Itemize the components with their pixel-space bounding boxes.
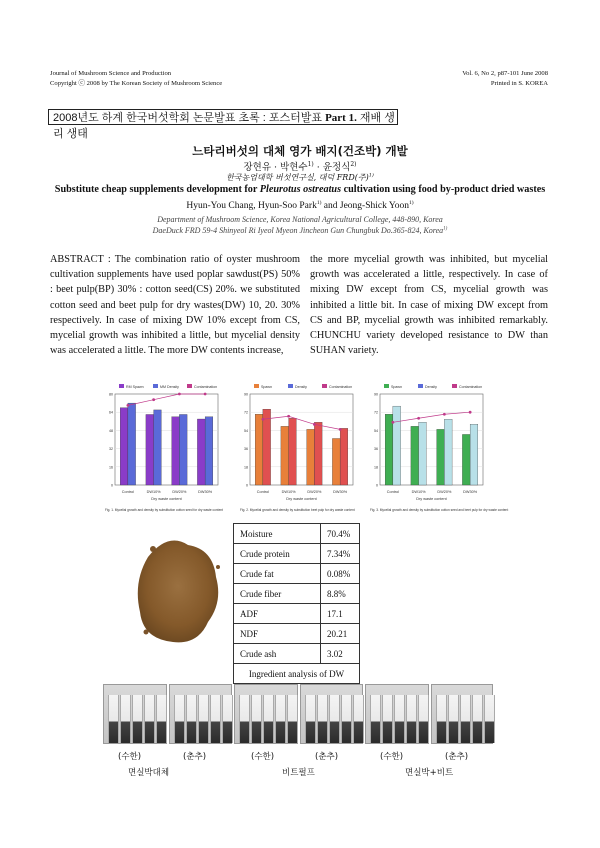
bar-series1 (146, 414, 154, 485)
ingredient-row (234, 584, 360, 604)
photo-tubes-4 (300, 684, 363, 744)
point-contamination (126, 404, 129, 407)
legend-swatch (153, 384, 158, 388)
abstract-right-column: the more mycelial growth was inhibited, but mycelial growth was accelerated a little, respectively. In case of mixing DW except from CS, mycelial growth was inhibited a little bit. In case of mixing DW except from CS and BP, mycelial growth was inhibited remarkably. CHUNCHU variety developed resistance to DW than SUHAN variety. (310, 254, 548, 357)
point-contamination (178, 393, 181, 396)
point-contamination (339, 428, 342, 431)
dry-waste-powder-image (128, 527, 228, 655)
x-tick-label: DW20% (172, 490, 187, 494)
bar-series2 (128, 403, 136, 485)
photo-tubes-1 (103, 684, 167, 744)
x-tick-label: DW30% (463, 490, 478, 494)
title-korean: 느타리버섯의 대체 영가 배지(건조박) 개발 (192, 144, 408, 158)
bar-series1 (172, 417, 180, 485)
x-tick-label: DW20% (307, 490, 322, 494)
culture-tube (120, 695, 131, 743)
photo-sublabel: (수한) (118, 752, 142, 762)
bar-series1 (307, 429, 315, 485)
x-tick-label: DW10% (281, 490, 296, 494)
culture-tube (406, 695, 417, 743)
ingredient-value: 3.02 (321, 644, 360, 664)
y-tick-label: 36 (374, 447, 378, 452)
y-tick-label: 54 (374, 428, 378, 433)
x-tick-label: Control (386, 490, 399, 494)
legend-swatch (119, 384, 124, 388)
ingredient-value: 7.34% (321, 544, 360, 564)
ingredient-name: Crude fat (234, 564, 321, 584)
culture-tube (287, 695, 298, 743)
x-tick-label: DW20% (437, 490, 452, 494)
legend-label: Spawn (391, 385, 402, 389)
culture-tube (472, 695, 483, 743)
point-contamination (391, 421, 394, 424)
culture-tube (484, 695, 495, 743)
figure-caption: Fig. 1. Mycelial growth and density by substitution cotton seed for dry waste content (105, 508, 223, 512)
ingredient-name: Crude ash (234, 644, 321, 664)
section-box (48, 109, 398, 140)
legend-swatch (452, 384, 457, 388)
legend-swatch (418, 384, 423, 388)
photo-tubes-5 (365, 684, 429, 744)
copyright-line: Copyright ⓒ 2008 by The Korean Society of Mushroom Science (50, 80, 223, 87)
ingredient-value: 0.08% (321, 564, 360, 584)
legend-label: Contamination (459, 385, 483, 389)
volume-info: Vol. 6, No 2, p87-101 June 2008 (462, 70, 548, 77)
culture-tube (317, 695, 328, 743)
bar-series1 (281, 426, 289, 485)
figure-caption: Fig. 2. Mycelial growth and density by substitution beet pulp for dry waste content (240, 508, 355, 512)
culture-tube (353, 695, 364, 743)
photo-group-label: 면실박+비트 (405, 768, 454, 778)
authors-korean: 장현유 · 박현수$^{1)}$ · 윤정식$^{2)}$ (243, 160, 357, 173)
legend-label: Contamination (329, 385, 353, 389)
ingredient-value: 70.4% (321, 524, 360, 544)
culture-tube (382, 695, 393, 743)
bar-series1 (197, 419, 205, 485)
ingredient-table (233, 523, 360, 684)
y-tick-label: 64 (109, 410, 113, 415)
ingredient-name: Crude fiber (234, 584, 321, 604)
figure-caption: Fig. 3. Mycelial growth and density by substitution cotton seed and beet pulp for dry waste content (370, 508, 509, 512)
chart-fig1 (103, 380, 228, 515)
ingredient-row (234, 624, 360, 644)
ingredient-name: Moisture (234, 524, 321, 544)
x-tick-label: DW30% (333, 490, 348, 494)
culture-tube (210, 695, 221, 743)
legend-swatch (254, 384, 259, 388)
y-tick-label: 32 (109, 447, 113, 452)
photo-sublabel: (춘추) (315, 752, 339, 762)
culture-tube (305, 695, 316, 743)
bar-series2 (154, 410, 162, 485)
culture-tube (263, 695, 274, 743)
bar-series2 (419, 422, 427, 485)
culture-tube (275, 695, 286, 743)
legend-label: Density (295, 385, 307, 389)
bar-series1 (385, 414, 393, 485)
culture-tube (341, 695, 352, 743)
y-tick-label: 0 (376, 483, 378, 488)
culture-tube (329, 695, 340, 743)
culture-tube-photos (103, 684, 493, 744)
x-tick-label: Control (256, 490, 269, 494)
bar-series1 (411, 426, 419, 485)
printed-info: Printed in S. KOREA (490, 80, 548, 87)
bar-series2 (340, 428, 348, 485)
legend-swatch (288, 384, 293, 388)
point-contamination (204, 393, 207, 396)
photo-sublabel: (수한) (380, 752, 404, 762)
y-tick-label: 18 (244, 465, 248, 470)
photo-group-label: 비트펄프 (282, 768, 315, 778)
photo-tubes-2 (169, 684, 232, 744)
culture-tube (436, 695, 447, 743)
ingredient-row (234, 644, 360, 664)
legend-label: RM Spawn (126, 385, 144, 389)
ingredient-name: ADF (234, 604, 321, 624)
ingredient-row (234, 544, 360, 564)
y-tick-label: 90 (244, 392, 248, 397)
y-tick-label: 36 (244, 447, 248, 452)
y-tick-label: 16 (109, 465, 113, 470)
bar-series2 (179, 414, 187, 485)
point-contamination (417, 417, 420, 420)
legend-swatch (187, 384, 192, 388)
y-tick-label: 0 (246, 483, 248, 488)
culture-tube (370, 695, 381, 743)
ingredient-value: 8.8% (321, 584, 360, 604)
x-axis-label: Dry waste content (151, 497, 182, 501)
title-english: Substitute cheap supplements development for Pleurotus ostreatus cultivation using food by-product dried wastes (54, 184, 546, 195)
photo-tubes-3 (234, 684, 298, 744)
point-contamination (261, 418, 264, 421)
legend-swatch (384, 384, 389, 388)
point-contamination (313, 423, 316, 426)
x-axis-label: Dry waste content (286, 497, 317, 501)
journal-name: Journal of Mushroom Science and Production (50, 70, 172, 77)
legend-label: MM Density (160, 385, 179, 389)
bar-series1 (462, 434, 470, 485)
culture-tube (198, 695, 209, 743)
bar-series1 (332, 438, 340, 485)
culture-tube (108, 695, 119, 743)
bar-series1 (255, 414, 263, 485)
culture-tube (394, 695, 405, 743)
point-contamination (287, 415, 290, 418)
culture-tube (222, 695, 233, 743)
photo-group-label: 면실박대체 (128, 768, 170, 778)
bar-series1 (437, 429, 445, 485)
photo-sublabel: (춘추) (445, 752, 469, 762)
bar-series1 (120, 408, 128, 485)
photo-sublabel: (춘추) (183, 752, 207, 762)
y-tick-label: 72 (244, 410, 248, 415)
bar-series2 (444, 419, 452, 485)
bar-series2 (393, 406, 401, 485)
y-tick-label: 54 (244, 428, 248, 433)
y-tick-label: 18 (374, 465, 378, 470)
legend-label: Spawn (261, 385, 272, 389)
legend-swatch (322, 384, 327, 388)
bar-series2 (205, 417, 213, 485)
culture-tube (460, 695, 471, 743)
x-tick-label: DW30% (198, 490, 213, 494)
culture-tube (174, 695, 185, 743)
photo-tubes-6 (431, 684, 493, 744)
x-tick-label: DW10% (146, 490, 161, 494)
ingredient-row (234, 604, 360, 624)
legend-label: Contamination (194, 385, 218, 389)
culture-tube (156, 695, 167, 743)
y-tick-label: 90 (374, 392, 378, 397)
ingredient-value: 17.1 (321, 604, 360, 624)
culture-tube (144, 695, 155, 743)
culture-tube (418, 695, 429, 743)
abstract-left-column: ABSTRACT : The combination ratio of oyster mushroom cultivation supplements have used poplar sawdust(PS) 50% : beet pulp(BP) 30% : cotton seed(CS) 20%. we substituted cotton seed and beet pulp for dry wastes(DW) 10, 20. 30% respectively. In case of mixing DW 10% except from CS, mycelial growth was inhibited a little, but mycelial density was accelerated a little. The more DW contents increase, (50, 254, 300, 357)
ingredient-value: 20.21 (321, 624, 360, 644)
authors-english: Hyun-You Chang, Hyun-Soo Park$^{1)}$ and Jeong-Shick Yoon$^{1)}$ (186, 200, 414, 212)
affiliation-english-2: DaeDuck FRD 59-4 Shinyeol Ri Iyeol Myeon Jincheon Gun Chungbuk Do.365-824, Korea$^{1)}$ (152, 226, 448, 235)
affiliation-korean: 한국농업대학 버섯연구실, 대덕 FRD(주)$^{1)}$ (226, 172, 374, 182)
point-contamination (469, 411, 472, 414)
chart-fig3 (368, 380, 509, 515)
culture-tube (239, 695, 250, 743)
y-tick-label: 72 (374, 410, 378, 415)
section-part: Part 1. (325, 112, 357, 124)
affiliation-english-1: Department of Mushroom Science, Korea National Agricultural College, 448-890, Korea (157, 215, 443, 224)
point-contamination (443, 413, 446, 416)
y-tick-label: 48 (109, 428, 113, 433)
y-tick-label: 0 (111, 483, 113, 488)
y-tick-label: 80 (109, 392, 113, 397)
section-prefix: 2008년도 하계 한국버섯학회 논문발표 초록 : 포스터발표 (53, 112, 326, 124)
bar-series2 (263, 409, 271, 485)
photo-sublabel: (수한) (251, 752, 275, 762)
culture-tube (448, 695, 459, 743)
x-axis-label: Dry waste content (416, 497, 447, 501)
x-tick-label: Control (121, 490, 134, 494)
chart-fig2 (238, 380, 363, 515)
culture-tube (251, 695, 262, 743)
ingredient-row (234, 564, 360, 584)
culture-tube (186, 695, 197, 743)
ingredient-name: Crude protein (234, 544, 321, 564)
ingredient-row (234, 524, 360, 544)
bar-series2 (314, 422, 322, 485)
ingredient-name: NDF (234, 624, 321, 644)
section-suffix: 재배 생리 생태 (53, 112, 395, 140)
bar-series2 (470, 424, 478, 485)
ingredient-caption: Ingredient analysis of DW (234, 664, 360, 684)
bar-series2 (289, 418, 297, 485)
legend-label: Density (425, 385, 437, 389)
point-contamination (152, 398, 155, 401)
x-tick-label: DW10% (411, 490, 426, 494)
culture-tube (132, 695, 143, 743)
